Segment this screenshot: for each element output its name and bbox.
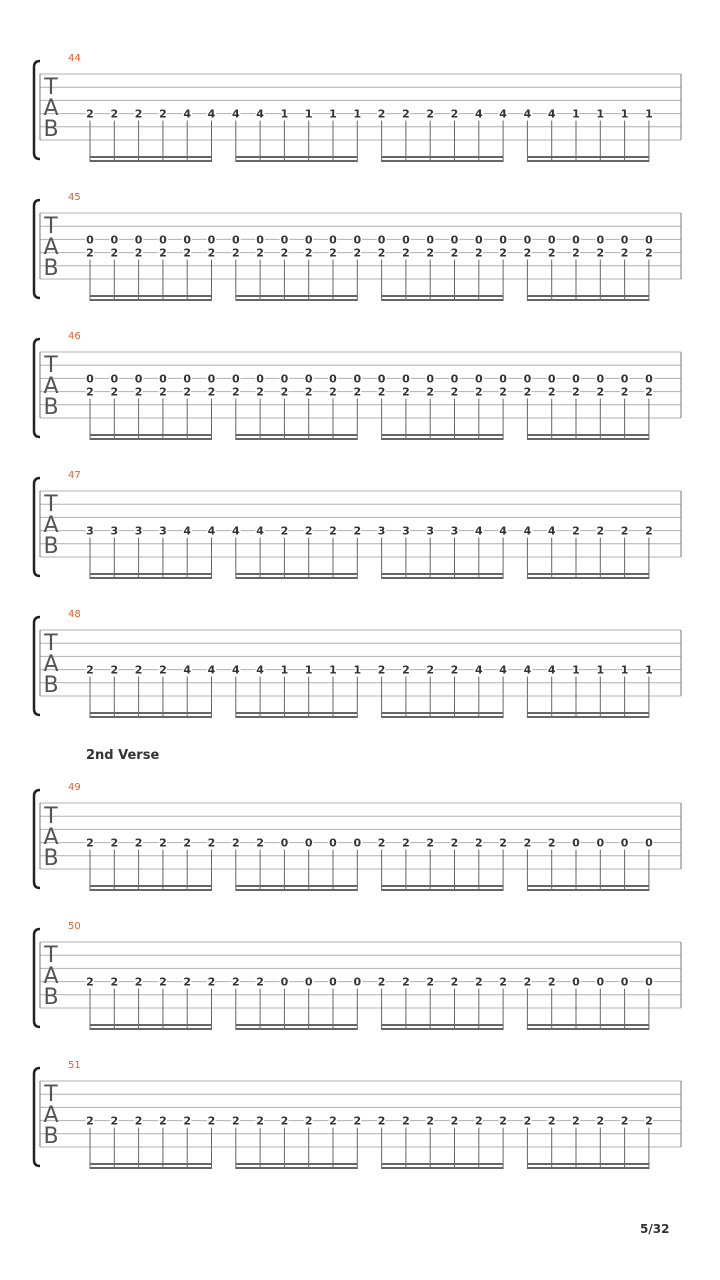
fret-number: 2 bbox=[474, 246, 483, 260]
fret-number: 2 bbox=[329, 246, 337, 260]
fret-number: 2 bbox=[353, 246, 362, 260]
fret-number: 0 bbox=[134, 372, 143, 386]
fret-number: 1 bbox=[280, 663, 289, 677]
tab-clef-letter: T bbox=[44, 492, 58, 517]
page-number: 5/32 bbox=[640, 1222, 670, 1236]
fret-number: 3 bbox=[377, 524, 386, 538]
fret-number: 2 bbox=[645, 385, 653, 399]
fret-number: 0 bbox=[280, 233, 289, 247]
fret-number: 2 bbox=[572, 524, 580, 538]
fret-number: 0 bbox=[86, 372, 94, 386]
fret-number: 0 bbox=[426, 233, 435, 247]
fret-number: 2 bbox=[353, 524, 362, 538]
fret-number: 2 bbox=[86, 836, 94, 850]
fret-number: 0 bbox=[523, 372, 532, 386]
fret-number: 0 bbox=[353, 836, 362, 850]
fret-number: 2 bbox=[450, 975, 459, 989]
fret-number: 0 bbox=[183, 233, 192, 247]
tab-clef-letter: T bbox=[44, 353, 58, 378]
fret-number: 4 bbox=[474, 107, 483, 121]
fret-number: 2 bbox=[450, 246, 459, 260]
fret-number: 0 bbox=[596, 975, 605, 989]
fret-number: 2 bbox=[426, 385, 435, 399]
fret-number: 0 bbox=[474, 372, 483, 386]
fret-number: 0 bbox=[620, 975, 629, 989]
fret-number: 2 bbox=[596, 246, 605, 260]
fret-number: 2 bbox=[547, 246, 556, 260]
fret-number: 2 bbox=[304, 524, 313, 538]
fret-number: 1 bbox=[353, 663, 362, 677]
fret-number: 0 bbox=[572, 233, 580, 247]
fret-number: 0 bbox=[547, 233, 556, 247]
fret-number: 4 bbox=[499, 524, 507, 538]
measure-number: 50 bbox=[68, 921, 81, 932]
fret-number: 2 bbox=[256, 385, 264, 399]
fret-number: 2 bbox=[86, 663, 94, 677]
fret-number: 1 bbox=[645, 663, 653, 677]
fret-number: 2 bbox=[134, 385, 143, 399]
fret-number: 2 bbox=[450, 836, 459, 850]
tab-clef-letter: T bbox=[44, 214, 58, 239]
fret-number: 2 bbox=[159, 663, 167, 677]
fret-number: 2 bbox=[572, 246, 580, 260]
tab-clef-letter: T bbox=[44, 804, 58, 829]
fret-number: 0 bbox=[329, 836, 337, 850]
tab-clef-letter: T bbox=[44, 943, 58, 968]
fret-number: 2 bbox=[402, 1114, 410, 1128]
fret-number: 2 bbox=[377, 663, 386, 677]
fret-number: 3 bbox=[159, 524, 167, 538]
fret-number: 2 bbox=[110, 107, 119, 121]
fret-number: 0 bbox=[620, 836, 629, 850]
fret-number: 0 bbox=[474, 233, 483, 247]
fret-number: 2 bbox=[426, 663, 435, 677]
fret-number: 2 bbox=[572, 1114, 580, 1128]
tab-clef-letter: A bbox=[43, 964, 59, 989]
fret-number: 1 bbox=[280, 107, 289, 121]
fret-number: 2 bbox=[183, 385, 192, 399]
fret-number: 2 bbox=[110, 663, 119, 677]
fret-number: 2 bbox=[280, 246, 289, 260]
tab-clef-letter: A bbox=[43, 96, 59, 121]
fret-number: 2 bbox=[86, 107, 94, 121]
fret-number: 2 bbox=[499, 246, 507, 260]
fret-number: 2 bbox=[110, 246, 119, 260]
fret-number: 2 bbox=[402, 385, 410, 399]
fret-number: 1 bbox=[572, 107, 580, 121]
fret-number: 1 bbox=[596, 107, 605, 121]
measure-number: 45 bbox=[68, 192, 81, 203]
fret-number: 2 bbox=[183, 1114, 192, 1128]
system-bracket bbox=[34, 200, 40, 298]
fret-number: 2 bbox=[159, 107, 167, 121]
fret-number: 4 bbox=[207, 524, 216, 538]
fret-number: 2 bbox=[596, 524, 605, 538]
fret-number: 0 bbox=[596, 372, 605, 386]
tab-clef-letter: A bbox=[43, 1103, 59, 1128]
tab-clef-letter: B bbox=[43, 395, 59, 420]
fret-number: 2 bbox=[523, 1114, 532, 1128]
fret-number: 0 bbox=[596, 233, 605, 247]
fret-number: 2 bbox=[402, 836, 410, 850]
tab-clef-letter: A bbox=[43, 513, 59, 538]
fret-number: 2 bbox=[134, 836, 143, 850]
fret-number: 2 bbox=[256, 975, 264, 989]
fret-number: 2 bbox=[620, 524, 629, 538]
fret-number: 0 bbox=[353, 372, 362, 386]
fret-number: 0 bbox=[596, 836, 605, 850]
tab-clef-letter: B bbox=[43, 846, 59, 871]
fret-number: 0 bbox=[620, 372, 629, 386]
fret-number: 2 bbox=[402, 975, 410, 989]
fret-number: 3 bbox=[110, 524, 119, 538]
fret-number: 2 bbox=[596, 1114, 605, 1128]
fret-number: 0 bbox=[304, 975, 313, 989]
fret-number: 1 bbox=[620, 107, 629, 121]
fret-number: 2 bbox=[474, 975, 483, 989]
fret-number: 4 bbox=[523, 663, 532, 677]
tab-clef-letter: A bbox=[43, 652, 59, 677]
fret-number: 2 bbox=[280, 524, 289, 538]
fret-number: 0 bbox=[280, 975, 289, 989]
fret-number: 2 bbox=[110, 836, 119, 850]
fret-number: 4 bbox=[183, 663, 192, 677]
fret-number: 0 bbox=[645, 975, 653, 989]
fret-number: 0 bbox=[450, 372, 459, 386]
fret-number: 2 bbox=[329, 385, 337, 399]
fret-number: 4 bbox=[523, 107, 532, 121]
system-bracket bbox=[34, 929, 40, 1027]
fret-number: 0 bbox=[256, 233, 264, 247]
system-bracket bbox=[34, 61, 40, 159]
fret-number: 2 bbox=[377, 836, 386, 850]
fret-number: 1 bbox=[329, 107, 337, 121]
fret-number: 1 bbox=[596, 663, 605, 677]
tab-clef-letter: T bbox=[44, 631, 58, 656]
fret-number: 2 bbox=[304, 1114, 313, 1128]
fret-number: 2 bbox=[353, 1114, 362, 1128]
fret-number: 4 bbox=[207, 107, 216, 121]
fret-number: 2 bbox=[377, 246, 386, 260]
tab-clef-letter: B bbox=[43, 1124, 59, 1149]
fret-number: 2 bbox=[183, 246, 192, 260]
fret-number: 0 bbox=[645, 836, 653, 850]
fret-number: 4 bbox=[207, 663, 216, 677]
fret-number: 2 bbox=[426, 836, 435, 850]
measure-number: 46 bbox=[68, 331, 81, 342]
fret-number: 0 bbox=[499, 372, 507, 386]
fret-number: 2 bbox=[474, 385, 483, 399]
fret-number: 0 bbox=[329, 372, 337, 386]
fret-number: 2 bbox=[231, 385, 240, 399]
fret-number: 2 bbox=[450, 663, 459, 677]
fret-number: 0 bbox=[304, 372, 313, 386]
measure-number: 48 bbox=[68, 609, 81, 620]
section-label: 2nd Verse bbox=[86, 748, 160, 763]
fret-number: 0 bbox=[280, 836, 289, 850]
fret-number: 1 bbox=[329, 663, 337, 677]
fret-number: 2 bbox=[499, 1114, 507, 1128]
tab-clef-letter: B bbox=[43, 673, 59, 698]
tab-clef-letter: A bbox=[43, 825, 59, 850]
fret-number: 2 bbox=[207, 1114, 216, 1128]
system-bracket bbox=[34, 790, 40, 888]
fret-number: 2 bbox=[426, 1114, 435, 1128]
tab-clef-letter: B bbox=[43, 256, 59, 281]
fret-number: 1 bbox=[304, 107, 313, 121]
fret-number: 2 bbox=[280, 1114, 289, 1128]
fret-number: 0 bbox=[572, 372, 580, 386]
fret-number: 2 bbox=[110, 975, 119, 989]
fret-number: 0 bbox=[547, 372, 556, 386]
fret-number: 2 bbox=[377, 107, 386, 121]
fret-number: 2 bbox=[450, 385, 459, 399]
fret-number: 2 bbox=[620, 1114, 629, 1128]
fret-number: 2 bbox=[523, 246, 532, 260]
fret-number: 2 bbox=[329, 1114, 337, 1128]
fret-number: 0 bbox=[377, 372, 386, 386]
fret-number: 0 bbox=[499, 233, 507, 247]
fret-number: 4 bbox=[256, 663, 264, 677]
fret-number: 4 bbox=[183, 107, 192, 121]
measure-number: 44 bbox=[68, 53, 81, 64]
fret-number: 0 bbox=[645, 372, 653, 386]
fret-number: 2 bbox=[280, 385, 289, 399]
tab-clef-letter: T bbox=[44, 1082, 58, 1107]
fret-number: 2 bbox=[256, 836, 264, 850]
fret-number: 2 bbox=[231, 1114, 240, 1128]
fret-number: 2 bbox=[523, 836, 532, 850]
fret-number: 0 bbox=[256, 372, 264, 386]
fret-number: 2 bbox=[304, 385, 313, 399]
fret-number: 0 bbox=[329, 233, 337, 247]
tab-clef-letter: B bbox=[43, 985, 59, 1010]
measure-number: 51 bbox=[68, 1060, 81, 1071]
fret-number: 2 bbox=[547, 1114, 556, 1128]
fret-number: 3 bbox=[402, 524, 410, 538]
fret-number: 4 bbox=[523, 524, 532, 538]
fret-number: 2 bbox=[86, 1114, 94, 1128]
tab-clef-letter: B bbox=[43, 117, 59, 142]
fret-number: 0 bbox=[304, 836, 313, 850]
fret-number: 2 bbox=[572, 385, 580, 399]
fret-number: 2 bbox=[645, 1114, 653, 1128]
fret-number: 2 bbox=[377, 975, 386, 989]
fret-number: 0 bbox=[523, 233, 532, 247]
fret-number: 2 bbox=[110, 1114, 119, 1128]
fret-number: 2 bbox=[256, 246, 264, 260]
fret-number: 4 bbox=[474, 663, 483, 677]
fret-number: 2 bbox=[207, 246, 216, 260]
fret-number: 2 bbox=[547, 975, 556, 989]
fret-number: 0 bbox=[183, 372, 192, 386]
measure-number: 47 bbox=[68, 470, 81, 481]
fret-number: 2 bbox=[426, 975, 435, 989]
system-bracket bbox=[34, 478, 40, 576]
fret-number: 2 bbox=[499, 975, 507, 989]
fret-number: 2 bbox=[304, 246, 313, 260]
fret-number: 2 bbox=[159, 1114, 167, 1128]
fret-number: 2 bbox=[426, 246, 435, 260]
fret-number: 3 bbox=[134, 524, 143, 538]
fret-number: 0 bbox=[134, 233, 143, 247]
fret-number: 4 bbox=[256, 107, 264, 121]
fret-number: 2 bbox=[596, 385, 605, 399]
fret-number: 2 bbox=[183, 975, 192, 989]
fret-number: 2 bbox=[86, 246, 94, 260]
fret-number: 0 bbox=[402, 233, 410, 247]
fret-number: 2 bbox=[231, 836, 240, 850]
tab-clef-letter: A bbox=[43, 235, 59, 260]
fret-number: 2 bbox=[523, 385, 532, 399]
fret-number: 2 bbox=[450, 107, 459, 121]
fret-number: 3 bbox=[450, 524, 459, 538]
fret-number: 0 bbox=[207, 372, 216, 386]
fret-number: 1 bbox=[572, 663, 580, 677]
fret-number: 2 bbox=[450, 1114, 459, 1128]
fret-number: 2 bbox=[134, 107, 143, 121]
fret-number: 4 bbox=[256, 524, 264, 538]
system-bracket bbox=[34, 339, 40, 437]
fret-number: 2 bbox=[207, 836, 216, 850]
fret-number: 2 bbox=[523, 975, 532, 989]
fret-number: 2 bbox=[207, 975, 216, 989]
fret-number: 4 bbox=[183, 524, 192, 538]
fret-number: 4 bbox=[547, 107, 556, 121]
fret-number: 4 bbox=[231, 663, 240, 677]
fret-number: 2 bbox=[329, 524, 337, 538]
fret-number: 2 bbox=[620, 246, 629, 260]
fret-number: 4 bbox=[547, 524, 556, 538]
fret-number: 2 bbox=[159, 975, 167, 989]
fret-number: 1 bbox=[304, 663, 313, 677]
measure-number: 49 bbox=[68, 782, 81, 793]
fret-number: 0 bbox=[645, 233, 653, 247]
fret-number: 2 bbox=[426, 107, 435, 121]
fret-number: 2 bbox=[547, 385, 556, 399]
fret-number: 2 bbox=[645, 524, 653, 538]
fret-number: 0 bbox=[377, 233, 386, 247]
fret-number: 2 bbox=[645, 246, 653, 260]
fret-number: 0 bbox=[353, 975, 362, 989]
fret-number: 0 bbox=[304, 233, 313, 247]
fret-number: 2 bbox=[207, 385, 216, 399]
fret-number: 0 bbox=[159, 372, 167, 386]
fret-number: 0 bbox=[572, 836, 580, 850]
fret-number: 2 bbox=[377, 385, 386, 399]
system-bracket bbox=[34, 1068, 40, 1166]
fret-number: 0 bbox=[329, 975, 337, 989]
system-bracket bbox=[34, 617, 40, 715]
fret-number: 0 bbox=[450, 233, 459, 247]
fret-number: 0 bbox=[86, 233, 94, 247]
fret-number: 0 bbox=[159, 233, 167, 247]
fret-number: 1 bbox=[353, 107, 362, 121]
tab-clef-letter: T bbox=[44, 75, 58, 100]
fret-number: 2 bbox=[231, 246, 240, 260]
fret-number: 2 bbox=[377, 1114, 386, 1128]
fret-number: 2 bbox=[231, 975, 240, 989]
fret-number: 2 bbox=[474, 1114, 483, 1128]
fret-number: 2 bbox=[134, 663, 143, 677]
fret-number: 2 bbox=[134, 1114, 143, 1128]
fret-number: 2 bbox=[159, 385, 167, 399]
fret-number: 2 bbox=[134, 246, 143, 260]
fret-number: 2 bbox=[183, 836, 192, 850]
fret-number: 0 bbox=[207, 233, 216, 247]
fret-number: 0 bbox=[620, 233, 629, 247]
fret-number: 0 bbox=[426, 372, 435, 386]
fret-number: 0 bbox=[231, 372, 240, 386]
tab-clef-letter: B bbox=[43, 534, 59, 559]
fret-number: 2 bbox=[499, 836, 507, 850]
fret-number: 2 bbox=[402, 246, 410, 260]
fret-number: 0 bbox=[110, 233, 119, 247]
fret-number: 2 bbox=[159, 836, 167, 850]
fret-number: 4 bbox=[499, 107, 507, 121]
fret-number: 2 bbox=[499, 385, 507, 399]
fret-number: 1 bbox=[645, 107, 653, 121]
fret-number: 2 bbox=[620, 385, 629, 399]
fret-number: 4 bbox=[499, 663, 507, 677]
fret-number: 4 bbox=[547, 663, 556, 677]
fret-number: 2 bbox=[256, 1114, 264, 1128]
fret-number: 2 bbox=[159, 246, 167, 260]
tab-clef-letter: A bbox=[43, 374, 59, 399]
fret-number: 2 bbox=[86, 975, 94, 989]
fret-number: 0 bbox=[231, 233, 240, 247]
fret-number: 2 bbox=[110, 385, 119, 399]
fret-number: 3 bbox=[86, 524, 94, 538]
fret-number: 4 bbox=[231, 524, 240, 538]
fret-number: 2 bbox=[547, 836, 556, 850]
fret-number: 0 bbox=[402, 372, 410, 386]
fret-number: 0 bbox=[280, 372, 289, 386]
fret-number: 0 bbox=[110, 372, 119, 386]
fret-number: 2 bbox=[134, 975, 143, 989]
fret-number: 1 bbox=[620, 663, 629, 677]
fret-number: 2 bbox=[474, 836, 483, 850]
fret-number: 2 bbox=[402, 663, 410, 677]
fret-number: 2 bbox=[86, 385, 94, 399]
fret-number: 2 bbox=[402, 107, 410, 121]
fret-number: 4 bbox=[231, 107, 240, 121]
fret-number: 3 bbox=[426, 524, 435, 538]
fret-number: 0 bbox=[353, 233, 362, 247]
fret-number: 2 bbox=[353, 385, 362, 399]
fret-number: 0 bbox=[572, 975, 580, 989]
fret-number: 4 bbox=[474, 524, 483, 538]
